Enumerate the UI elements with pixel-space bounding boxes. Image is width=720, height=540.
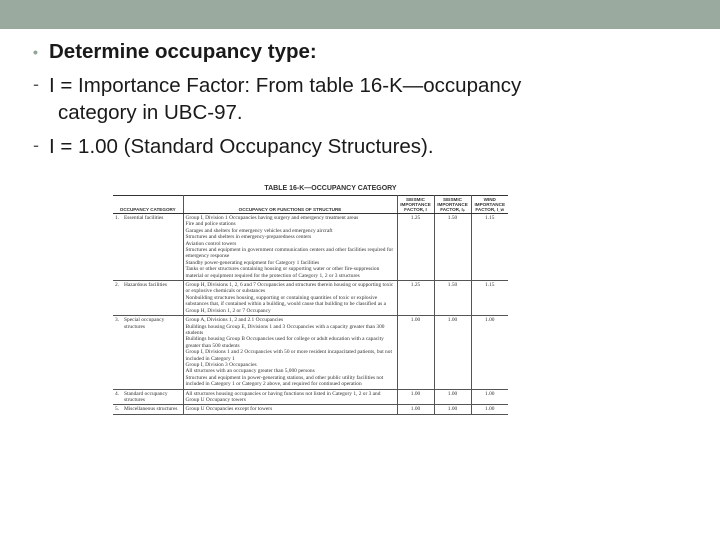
seismic-ip-value: 1.50 <box>434 281 471 316</box>
function-line: Buildings housing Group E, Divisions 1 and 3 Occupancies with a capacity greater than 300 students <box>185 323 385 336</box>
seismic-i-value: 1.25 <box>397 214 434 281</box>
table-row <box>113 214 508 281</box>
function-line: Structures and shelters in emergency-preparedness centers <box>185 234 312 241</box>
category-name: Hazardous facilities <box>124 282 167 289</box>
function-line: Group U Occupancies except for towers <box>185 406 273 413</box>
seismic-i-value: 1.00 <box>397 405 434 414</box>
seismic-i-value: 1.00 <box>397 389 434 405</box>
occupancy-functions-cell <box>183 389 397 405</box>
category-number: 5. <box>115 406 120 413</box>
function-line: Structures and equipment in power-generating stations, and other public utility facilities not included in Category 1 or Category 2 above, and required for continued operation <box>185 374 384 388</box>
category-name: Essential facilities <box>124 215 164 221</box>
category-name: Miscellaneous structures <box>124 406 178 413</box>
wind-iw-value: 1.15 <box>471 281 508 316</box>
table-body <box>113 214 508 415</box>
occupancy-category-cell <box>113 389 183 405</box>
seismic-ip-value: 1.00 <box>434 316 471 389</box>
occupancy-category-cell <box>113 214 183 281</box>
wind-iw-value: 1.00 <box>471 389 508 405</box>
header-occupancy-category: OCCUPANCY CATEGORY <box>113 196 183 214</box>
header-seismic-ip: SEISMIC IMPORTANCE FACTOR, Iₚ <box>434 196 471 214</box>
category-number: 3. <box>115 317 120 324</box>
bullet-standard-occupancy <box>33 133 703 160</box>
category-name: Standard occupancy structures <box>124 390 168 403</box>
table-row <box>113 316 508 389</box>
seismic-i-value: 1.00 <box>397 316 434 389</box>
function-line: Buildings housing Group B Occupancies used for college or adult education with a capacity greater than 500 students <box>185 336 384 349</box>
function-line: Group I, Division 3 Occupancies <box>185 361 257 368</box>
function-line: Garages and shelters for emergency vehicles and emergency aircraft <box>185 227 333 234</box>
header-occupancy-functions: OCCUPANCY OR FUNCTIONS OF STRUCTURE <box>183 196 397 214</box>
bullet-main <box>33 38 703 65</box>
category-name: Special occupancy structures <box>124 317 165 330</box>
function-line: Aviation control towers <box>185 240 237 247</box>
table-row <box>113 389 508 405</box>
occupancy-functions-cell <box>183 214 397 281</box>
function-line: Standby power-generating equipment for Category 1 facilities <box>185 259 320 266</box>
occupancy-table <box>113 195 508 415</box>
seismic-ip-value: 1.00 <box>434 389 471 405</box>
occupancy-functions-cell <box>183 316 397 389</box>
bullet-list <box>33 38 703 167</box>
bullet-text: I = Importance Factor: From table 16-K—occupancy <box>49 74 522 97</box>
function-line: All structures housing occupancies or having functions not listed in Category 1, 2 or 3 and Group U Occupancy towers <box>185 390 381 403</box>
bullet-importance-factor <box>33 72 703 126</box>
category-number: 1. <box>115 215 120 221</box>
function-line: Fire and police stations <box>185 221 236 228</box>
header-wind-iw: WIND IMPORTANCE FACTOR, I_w <box>471 196 508 214</box>
bullet-marker: • <box>33 44 38 60</box>
occupancy-table-image <box>113 183 508 513</box>
table-row <box>113 281 508 316</box>
table-title: TABLE 16-K—OCCUPANCY CATEGORY <box>264 185 397 192</box>
function-line: Tanks or other structures containing housing or supporting water or other fire-suppression material or equipment required for the protection of Category 1, 2 or 3 structures <box>185 266 380 279</box>
occupancy-functions-cell <box>183 405 397 414</box>
table-header-row <box>113 196 508 214</box>
function-line: Group A, Divisions 1, 2 and 2.1 Occupancies <box>185 317 284 324</box>
category-number: 4. <box>115 390 120 397</box>
bullet-text-continued: category in UBC-97. <box>58 101 243 124</box>
function-line: Group H, Divisions 1, 2, 6 and 7 Occupancies and structures therein housing or supporting toxic or explosive chemicals or substances <box>185 282 394 295</box>
function-line: Group I, Divisions 1 and 2 Occupancies with 50 or more resident incapacitated patients, but not included in Category 1 <box>185 349 392 362</box>
function-line: Structures and equipment in government communication centers and other facilities required for emergency response <box>185 247 394 260</box>
bullet-text: Determine occupancy type: <box>49 40 317 63</box>
bullet-text: I = 1.00 (Standard Occupancy Structures). <box>49 135 434 158</box>
occupancy-category-cell <box>113 405 183 414</box>
header-seismic-i: SEISMIC IMPORTANCE FACTOR, I <box>397 196 434 214</box>
function-line: All structures with an occupancy greater than 5,000 persons <box>185 368 315 375</box>
seismic-i-value: 1.25 <box>397 281 434 316</box>
occupancy-category-cell <box>113 281 183 316</box>
wind-iw-value: 1.00 <box>471 316 508 389</box>
wind-iw-value: 1.15 <box>471 214 508 281</box>
occupancy-functions-cell <box>183 281 397 316</box>
top-accent-bar <box>0 0 720 29</box>
bullet-marker: - <box>33 74 39 94</box>
wind-iw-value: 1.00 <box>471 405 508 414</box>
table-row <box>113 405 508 414</box>
function-line: Group I, Division 1 Occupancies having surgery and emergency treatment areas <box>185 215 359 221</box>
seismic-ip-value: 1.50 <box>434 214 471 281</box>
function-line: Nonbuilding structures housing, supporting or containing quantities of toxic or explosive substances that, if contained within a building, would cause that building to be classified as a Group H, Division 1, 2 or 7 Occupancy <box>185 294 386 314</box>
seismic-ip-value: 1.00 <box>434 405 471 414</box>
category-number: 2. <box>115 282 120 289</box>
occupancy-category-cell <box>113 316 183 389</box>
bullet-marker: - <box>33 135 39 155</box>
